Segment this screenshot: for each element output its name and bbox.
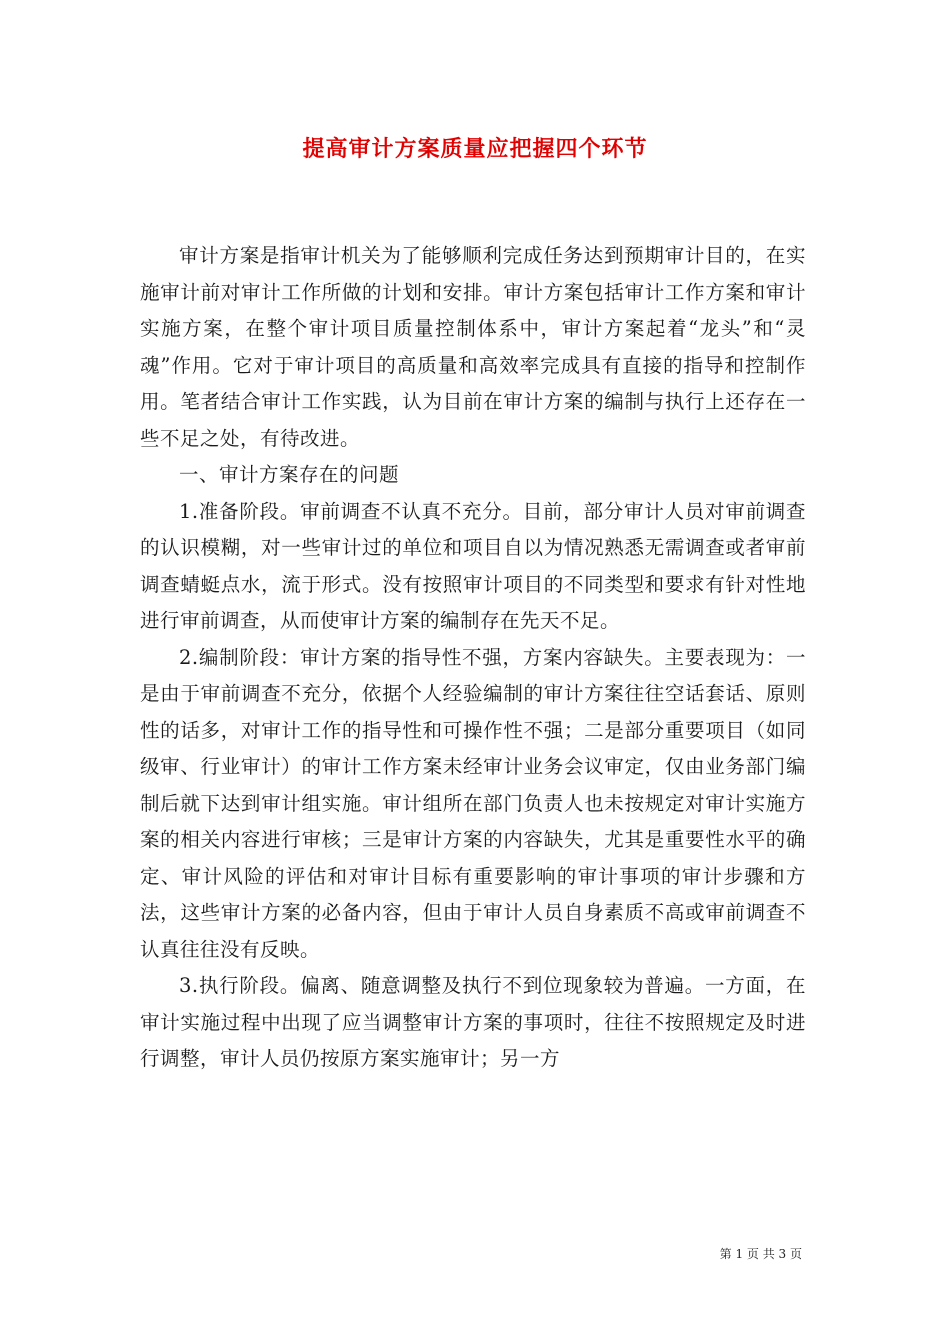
paragraph-compilation-stage: 2.编制阶段：审计方案的指导性不强，方案内容缺失。主要表现为：一是由于审前调查不充分，依据个人经验编制的审计方案往往空话套话、原则性的话多，对审计工作的指导性和可操作性不强；二是部分重要项目（如同级审、行业审计）的审计工作方案未经审计业务会议审定，仅由业务部门编制后就下达到审计组实施。审计组所在部门负责人也未按规定对审计实施方案的相关内容进行审核；三是审计方案的内容缺失，尤其是重要性水平的确定、审计风险的评估和对审计目标有重要影响的审计事项的审计步骤和方法，这些审计方案的必备内容，但由于审计人员自身素质不高或审前调查不认真往往没有反映。 (140, 645, 806, 961)
document-body (140, 238, 806, 1078)
page-number-footer (720, 1245, 802, 1262)
document-title: 提高审计方案质量应把握四个环节 (302, 136, 648, 162)
paragraph-preparation-stage: 1.准备阶段。审前调查不认真不充分。目前，部分审计人员对审前调查的认识模糊，对一些审计过的单位和项目自以为情况熟悉无需调查或者审前调查蜻蜓点水，流于形式。没有按照审计项目的不同类型和要求有针对性地进行审前调查，从而使审计方案的编制存在先天不足。 (140, 499, 806, 632)
paragraph-intro: 审计方案是指审计机关为了能够顺利完成任务达到预期审计目的，在实施审计前对审计工作所做的计划和安排。审计方案包括审计工作方案和审计实施方案，在整个审计项目质量控制体系中，审计方案起着“龙头”和“灵魂”作用。它对于审计项目的高质量和高效率完成具有直接的指导和控制作用。笔者结合审计工作实践，认为目前在审计方案的编制与执行上还存在一些不足之处，有待改进。 (140, 244, 806, 450)
paragraph-execution-stage: 3.执行阶段。偏离、随意调整及执行不到位现象较为普遍。一方面，在审计实施过程中出现了应当调整审计方案的事项时，往往不按照规定及时进行调整，审计人员仍按原方案实施审计；另一方 (140, 974, 806, 1070)
section-heading: 一、审计方案存在的问题 (179, 463, 400, 486)
page-label: 第 1 页 共 3 页 (719, 1247, 802, 1261)
